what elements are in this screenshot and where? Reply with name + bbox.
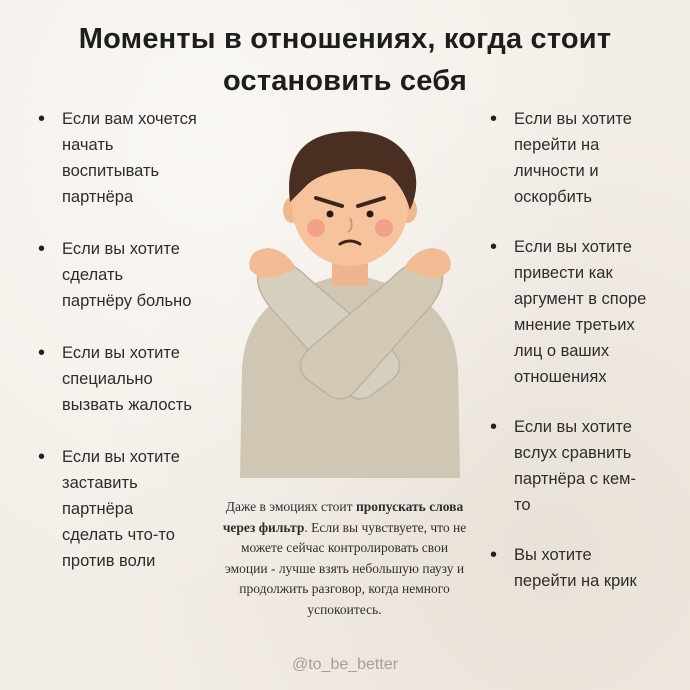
list-item: • Если вы хотите привести как аргумент в споре мнение третьих лиц о ваших отношениях: [486, 234, 676, 390]
right-list: [486, 106, 676, 594]
angry-man-crossed-arms-illustration: [220, 118, 480, 478]
title-line-2: остановить себя: [222, 65, 468, 97]
list-item: • Если вы хотите сделать партнёру больно: [34, 236, 224, 314]
right-eye: [367, 211, 374, 218]
left-eye: [327, 211, 334, 218]
author-handle: @to_be_better: [291, 656, 399, 673]
list-item: • Если вы хотите заставить партнёра сделать что-то против воли: [34, 444, 224, 574]
advice-note: Даже в эмоциях стоит пропускать слова через фильтр. Если вы чувствуете, что не можете сейчас контролировать свои эмоции - лучше взять небольшую паузу и продолжить разговор, когда немного успокоитесь.: [222, 499, 467, 617]
left-cheek: [307, 219, 325, 237]
list-item: • Если вы хотите вслух сравнить партнёра с кем- то: [486, 414, 676, 518]
list-item: • Вы хотите перейти на крик: [486, 542, 676, 594]
title-line-1: Моменты в отношениях, когда стоит: [78, 23, 612, 55]
list-item: • Если вам хочется начать воспитывать партнёра: [34, 106, 224, 210]
right-cheek: [375, 219, 393, 237]
list-item: • Если вы хотите специально вызвать жалость: [34, 340, 224, 418]
left-list: [34, 106, 224, 574]
list-item: • Если вы хотите перейти на личности и оскорбить: [486, 106, 676, 210]
page-title: [0, 18, 690, 102]
